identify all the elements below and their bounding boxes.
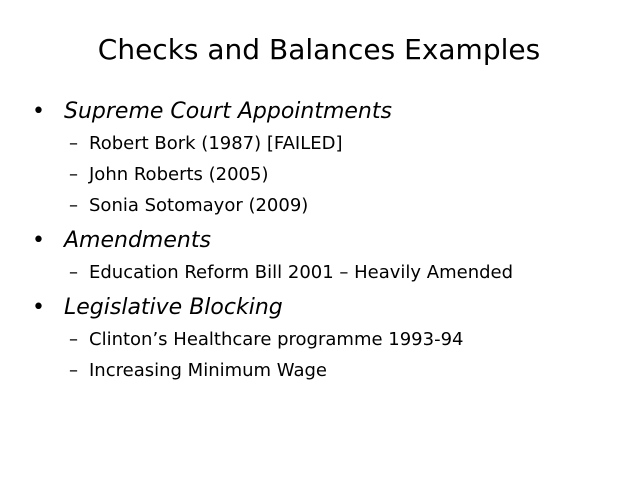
slide-title: Checks and Balances Examples bbox=[97, 33, 541, 66]
bullet-dot-icon: • bbox=[32, 228, 45, 253]
bullet-amendments bbox=[32, 225, 622, 257]
sub-item-text: Education Reform Bill 2001 – Heavily Amended bbox=[89, 262, 514, 283]
dash-icon: – bbox=[69, 164, 78, 185]
sub-item-text: Sonia Sotomayor (2009) bbox=[89, 195, 309, 216]
bullet-supreme-court-appointments bbox=[32, 96, 622, 128]
sub-item-text: Increasing Minimum Wage bbox=[89, 360, 327, 381]
sub-item-text: Clinton’s Healthcare programme 1993-94 bbox=[89, 329, 464, 350]
dash-icon: – bbox=[69, 360, 78, 381]
dash-icon: – bbox=[69, 262, 78, 283]
sub-item bbox=[32, 355, 622, 386]
dash-icon: – bbox=[69, 329, 78, 350]
bullet-heading: Supreme Court Appointments bbox=[64, 99, 392, 124]
sub-item-text: John Roberts (2005) bbox=[89, 164, 269, 185]
sub-item bbox=[32, 159, 622, 190]
bullet-heading: Amendments bbox=[64, 228, 211, 253]
bullet-heading: Legislative Blocking bbox=[64, 295, 283, 320]
dash-icon: – bbox=[69, 133, 78, 154]
bullet-legislative-blocking bbox=[32, 292, 622, 324]
slide-body bbox=[32, 96, 622, 386]
dash-icon: – bbox=[69, 195, 78, 216]
sub-item bbox=[32, 190, 622, 221]
sub-item-text: Robert Bork (1987) [FAILED] bbox=[89, 133, 343, 154]
bullet-dot-icon: • bbox=[32, 99, 45, 124]
sub-item bbox=[32, 324, 622, 355]
bullet-dot-icon: • bbox=[32, 295, 45, 320]
sub-item bbox=[32, 128, 622, 159]
sub-item bbox=[32, 257, 622, 288]
